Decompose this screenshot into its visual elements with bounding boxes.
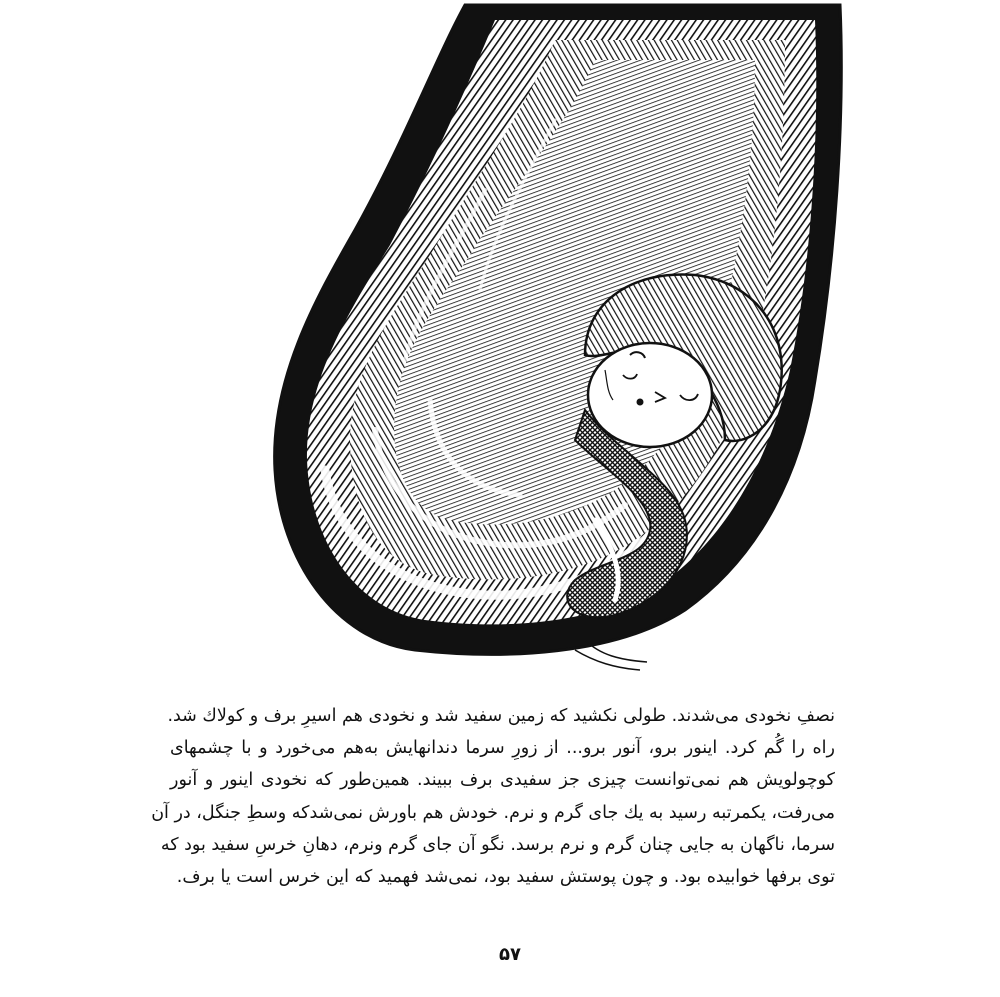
bear-mouth-illustration <box>255 0 845 690</box>
story-line: سرما، ناگهان به جایی چنان گرم و نرم برسد. نگو آن جای گرم ونرم، دهانِ خرسِ سفید بود که <box>160 834 835 855</box>
story-paragraph <box>151 700 835 893</box>
story-line: راه را گُم کرد. اینور برو، آنور برو... از زورِ سرما دندانهایش به‌هم می‌خورد و با چشمهای <box>170 738 835 759</box>
child-face <box>588 343 712 447</box>
story-line: نصفِ نخودی می‌شدند. طولی نکشید که زمین سفید شد و نخودی هم اسیرِ برف و کولاك شد. <box>167 706 835 726</box>
story-line: کوچولویش هم نمی‌توانست چیزی جز سفیدی برف ببیند. همین‌طور که نخودی اینور و آنور <box>170 770 835 791</box>
story-line: توی برفها خوابیده بود. و چون پوستش سفید بود، نمی‌شد فهمید که این خرس است یا برف. <box>176 867 835 888</box>
page-number: ۵۷ <box>499 944 521 965</box>
story-line: می‌رفت، یکمرتبه رسید به یك جای گرم و نرم. خودش هم باورش نمی‌شدکه وسطِ جنگل، در آن <box>151 802 835 823</box>
